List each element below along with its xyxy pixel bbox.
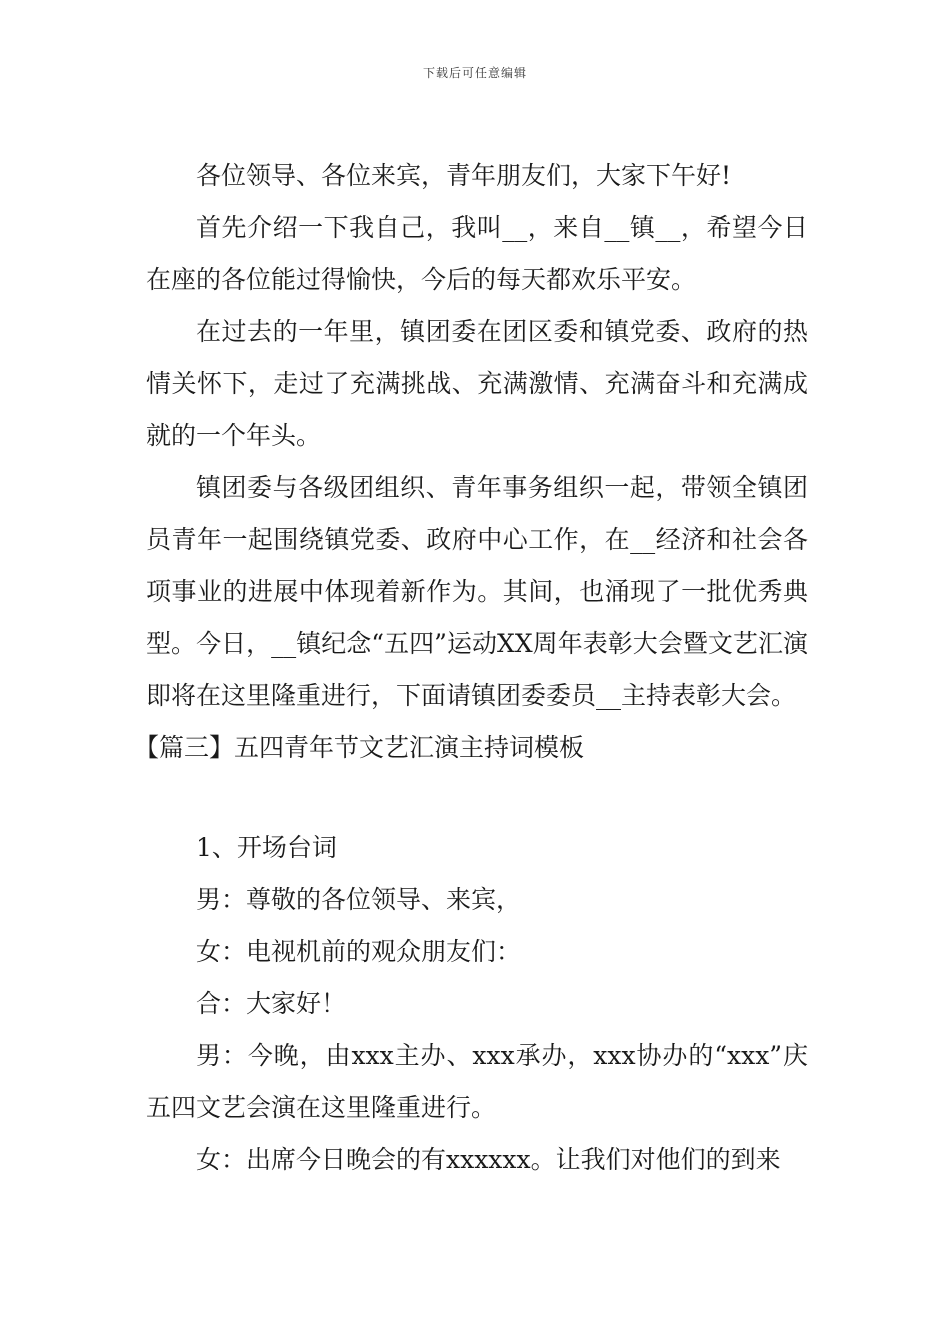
paragraph-introduction: 首先介绍一下我自己，我叫__，来自__镇__，希望今日在座的各位能过得愉快，今后的每天都欢乐平安。: [146, 213, 808, 294]
page-header-note: 下载后可任意编辑: [422, 66, 527, 80]
script-line-opening: 1、开场台词: [196, 833, 337, 862]
paragraph-past-year: 在过去的一年里，镇团委在团区委和镇党委、政府的热情关怀下，走过了充满挑战、充满激情、充满奋斗和充满成就的一个年头。: [146, 317, 808, 450]
section-title: 【篇三】五四青年节文艺汇演主持词模板: [134, 733, 585, 762]
paragraph-youth-league-work: 镇团委与各级团组织、青年事务组织一起，带领全镇团员青年一起围绕镇党委、政府中心工作，在__经济和社会各项事业的进展中体现着新作为。其间，也涌现了一批优秀典型。今日，__镇纪念“五四”运动XX周年表彰大会暨文艺汇演即将在这里隆重进行，下面请镇团委委员__主持表彰大会。: [146, 473, 808, 710]
section-spacer: [146, 774, 808, 822]
script-line-male-1: 男：尊敬的各位领导、来宾，: [196, 885, 522, 914]
script-line-together: 合：大家好！: [196, 989, 347, 1018]
script-line-female-1: 女：电视机前的观众朋友们：: [196, 937, 522, 966]
paragraph-greeting: 各位领导、各位来宾，青年朋友们，大家下午好!: [196, 161, 732, 190]
document-body: [134, 150, 808, 1186]
script-line-female-2: 女：出席今日晚会的有xxxxxx。让我们对他们的到来: [196, 1145, 781, 1174]
script-line-male-2: 男：今晚，由xxx主办、xxx承办，xxx协办的“xxx”庆五四文艺会演在这里隆重进行。: [146, 1041, 808, 1122]
